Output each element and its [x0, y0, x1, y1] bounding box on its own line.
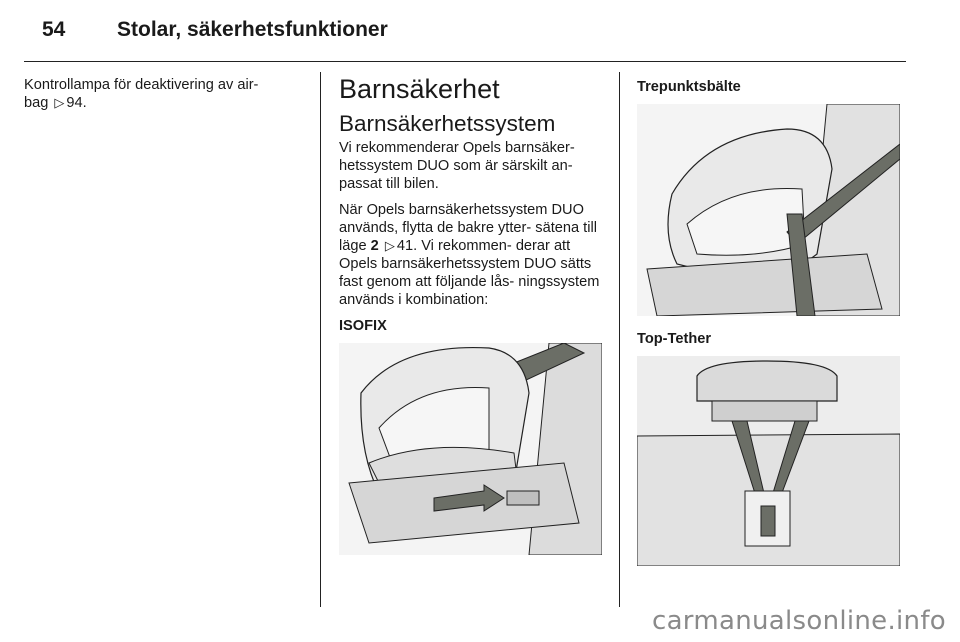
col1-text-bag: bag	[24, 95, 49, 111]
paragraph-2-text-a: När Opels barnsäkerhetssystem DUO används, flytta de bakre ytter- sätena till läge	[339, 202, 597, 254]
col1-ref-page[interactable]: 94.	[66, 95, 87, 111]
page-title: Stolar, säkerhetsfunktioner	[117, 18, 388, 41]
section-subheading: Barnsäkerhetssystem	[339, 111, 556, 136]
header-rule	[24, 61, 906, 62]
column-divider-2	[619, 72, 620, 607]
paragraph-1: Vi rekommenderar Opels barnsäker- hetssystem DUO som är särskilt an- passat till bilen.	[339, 140, 575, 192]
column-1	[24, 76, 306, 112]
paragraph-2-ref-page[interactable]: 41.	[396, 238, 418, 254]
tether-hook	[761, 506, 775, 536]
arrow-ref-icon[interactable]: ▷	[54, 95, 65, 110]
col1-text-line2	[24, 94, 306, 112]
footer-brand: carmanualsonline.info	[651, 606, 946, 636]
top-tether-illustration	[637, 356, 900, 566]
column-2	[339, 73, 605, 555]
page-header	[0, 0, 960, 62]
section-heading: Barnsäkerhet	[339, 74, 500, 104]
isofix-label: ISOFIX	[339, 318, 387, 334]
column-divider-1	[320, 72, 321, 607]
paragraph-2	[339, 201, 605, 309]
top-tether-label: Top-Tether	[637, 331, 712, 347]
col1-text-line1: Kontrollampa för deaktivering av air-	[24, 77, 259, 93]
isofix-anchor	[507, 491, 539, 505]
headrest	[697, 361, 837, 401]
arrow-ref-icon[interactable]: ▷	[384, 238, 395, 253]
three-point-belt-illustration	[637, 104, 900, 316]
column-3	[637, 78, 903, 566]
seat-position-value: 2	[370, 238, 379, 254]
page-number: 54	[42, 18, 66, 41]
isofix-illustration	[339, 343, 602, 555]
three-point-belt-label: Trepunktsbälte	[637, 79, 741, 95]
paragraph-2-text-b: Vi rekommen- derar att Opels barnsäkerhetssystem DUO sätts fast genom att följande lås- ningssystem används i kombination:	[339, 238, 600, 308]
